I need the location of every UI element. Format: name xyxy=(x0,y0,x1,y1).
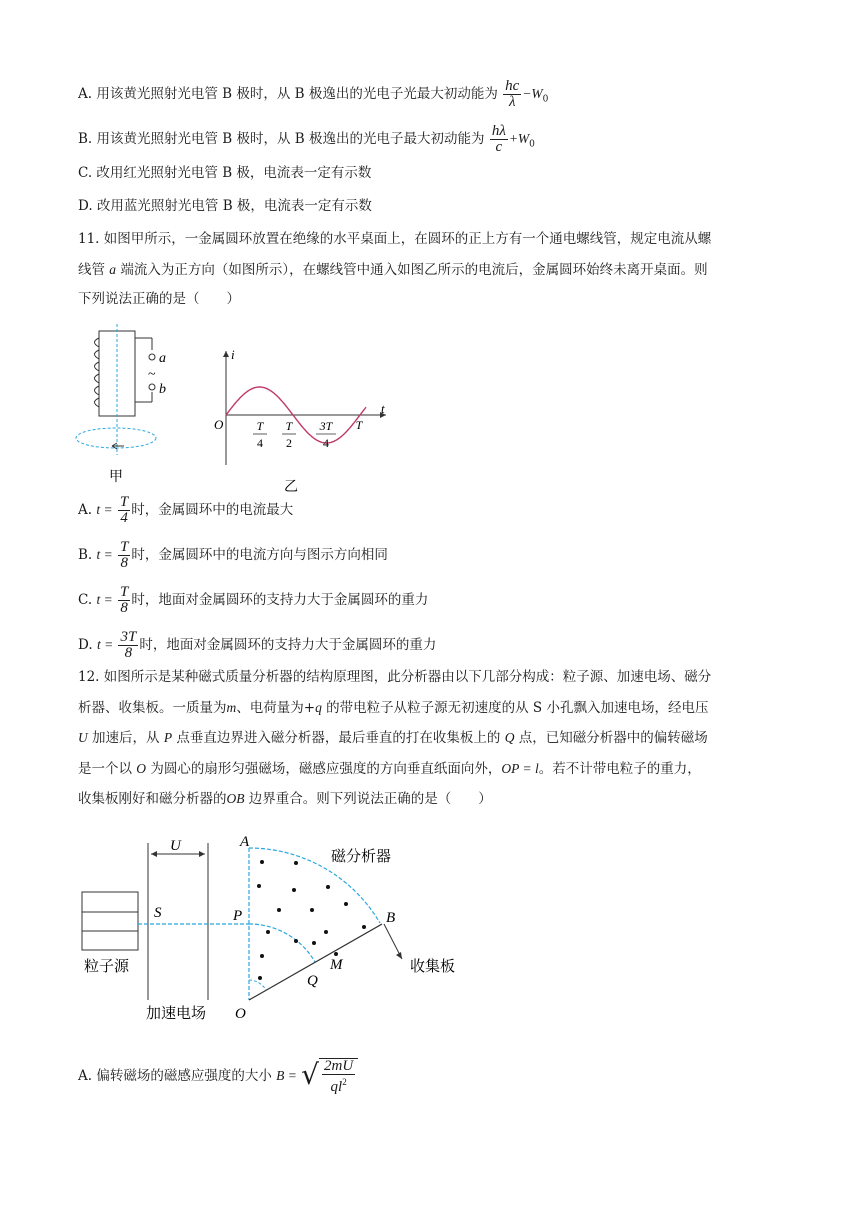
q12-option-a: A. 偏转磁场的磁感应强度的大小 B = √ $\frac{2mU}{ql^2}$ xyxy=(78,1058,358,1095)
label-o: O xyxy=(235,1006,246,1022)
label-a-point: A xyxy=(240,834,250,850)
figure-mass-analyzer xyxy=(74,828,484,1038)
axis-label-t: t xyxy=(381,401,385,416)
tick-t4-den: 4 xyxy=(257,436,263,450)
q10-option-b: B. 用该黄光照射光电管 B 极时，从 B 极逸出的光电子最大初动能为 $\frac{h\lambda}{c}$ $+W_0$ xyxy=(78,123,535,155)
q10-option-c: C. 改用红光照射光电管 B 极，电流表一定有示数 xyxy=(78,165,372,181)
figure-jia-solenoid xyxy=(60,320,190,485)
q10-option-d: D. 改用蓝光照射光电管 B 极，电流表一定有示数 xyxy=(78,198,372,214)
q11-option-c-fraction: $\frac{T}{8}$ xyxy=(119,584,129,616)
label-accelerating-field: 加速电场 xyxy=(146,1006,207,1022)
origin-label: O xyxy=(214,417,224,432)
particle-source xyxy=(82,892,138,950)
q11-stem xyxy=(78,225,784,315)
label-particle-source: 粒子源 xyxy=(84,959,130,975)
caption-jia: 甲 xyxy=(109,470,123,485)
label-m: M xyxy=(330,957,343,973)
angle-arc xyxy=(249,980,266,990)
q11-option-b: B. t = $\frac{T}{8}$ 时，金属圆环中的电流方向与图示方向相同 xyxy=(78,539,388,571)
q12-stem-line-3: U 加速后，从 P 点垂直边界进入磁分析器，最后垂直的打在收集板上的 Q 点，已知磁分析器中的偏转磁场 xyxy=(78,730,708,746)
q11-option-d: D. t = $\frac{3T}{8}$ 时，地面对金属圆环的支持力大于金属圆环的重力 xyxy=(78,629,437,661)
q11-stem-line-2: 线管 a 端流入为正方向（如图所示），在螺线管中通入如图乙所示的电流后，金属圆环始终未离开桌面。则 xyxy=(78,261,708,278)
q11-option-b-fraction: $\frac{T}{8}$ xyxy=(120,539,129,571)
q11-option-d-fraction: $\frac{3T}{8}$ xyxy=(120,629,137,661)
tick-3t4-num: 3T xyxy=(319,419,333,433)
label-collector-board: 收集板 xyxy=(410,959,456,975)
tick-3t4-den: 4 xyxy=(323,436,329,450)
solenoid-core xyxy=(99,331,135,416)
q10-option-a-fraction: $\frac{hc}{\lambda}$ xyxy=(505,78,520,110)
particle-trajectory xyxy=(249,924,315,962)
tick-t: T xyxy=(355,418,363,432)
label-ac-symbol: ~ xyxy=(148,367,156,382)
label-p: P xyxy=(233,908,243,924)
q12-stem-line-1: 12. 如图所示是某种磁式质量分析器的结构原理图，此分析器由以下几部分构成：粒子源、加速电场、磁分 xyxy=(78,669,712,685)
q10-option-b-fraction: $\frac{h\lambda}{c}$ xyxy=(491,123,506,155)
solenoid-coils xyxy=(95,338,153,407)
axis-label-i: i xyxy=(231,347,235,362)
q10-option-a-text: A. 用该黄光照射光电管 B 极时，从 B 极逸出的光电子光最大初动能为 xyxy=(78,86,498,102)
label-s: S xyxy=(154,905,162,921)
tick-t2-den: 2 xyxy=(286,436,292,450)
q11-option-a: A. t = $\frac{T}{4}$ 时，金属圆环中的电流最大 xyxy=(78,494,294,526)
q12-stem-line-4: 是一个以 O 为圆心的扇形匀强磁场，磁感应强度的方向垂直纸面向外，OP = l。若不计带电粒子的重力， xyxy=(78,760,701,777)
figure-yi-current-graph xyxy=(208,345,398,495)
label-magnetic-analyzer: 磁分析器 xyxy=(331,849,392,865)
q12-stem-line-2: 析器、收集板。一质量为m、电荷量为+q 的带电粒子从粒子源无初速度的从 S 小孔飘入加速电场，经电压 xyxy=(78,699,709,716)
terminal-b xyxy=(149,384,155,390)
q12-stem xyxy=(78,663,784,815)
q11-option-c: C. t = $\frac{T}{8}$ 时，地面对金属圆环的支持力大于金属圆环的重力 xyxy=(78,584,429,616)
tick-t2-num: T xyxy=(285,419,293,433)
terminal-a xyxy=(149,354,155,360)
q12-option-a-sqrt: √ $\frac{2mU}{ql^2}$ xyxy=(301,1058,358,1095)
q11-option-a-fraction: $\frac{T}{4}$ xyxy=(119,494,129,526)
q10-option-a: A. 用该黄光照射光电管 B 极时，从 B 极逸出的光电子光最大初动能为 $\frac{hc}{\lambda}$ $-W_0$ xyxy=(78,78,549,110)
metal-ring xyxy=(76,428,156,448)
magnetic-field-dots xyxy=(257,860,366,980)
q12-stem-line-5: 收集板刚好和磁分析器的OB 边界重合。则下列说法正确的是（ ） xyxy=(78,791,492,807)
tick-t4-num: T xyxy=(256,419,264,433)
q11-stem-line-1: 11. 如图甲所示，一金属圆环放置在绝缘的水平桌面上，在圆环的正上方有一个通电螺线管，规定电流从螺 xyxy=(78,231,712,247)
caption-yi: 乙 xyxy=(284,480,298,495)
label-a: a xyxy=(159,351,166,366)
label-b: b xyxy=(159,382,166,397)
q11-stem-line-3: 下列说法正确的是（ ） xyxy=(78,291,240,307)
label-q: Q xyxy=(307,973,318,989)
label-b-point: B xyxy=(386,910,396,926)
label-u: U xyxy=(170,838,181,854)
q10-option-b-text: B. 用该黄光照射光电管 B 极时，从 B 极逸出的光电子最大初动能为 xyxy=(78,131,485,147)
